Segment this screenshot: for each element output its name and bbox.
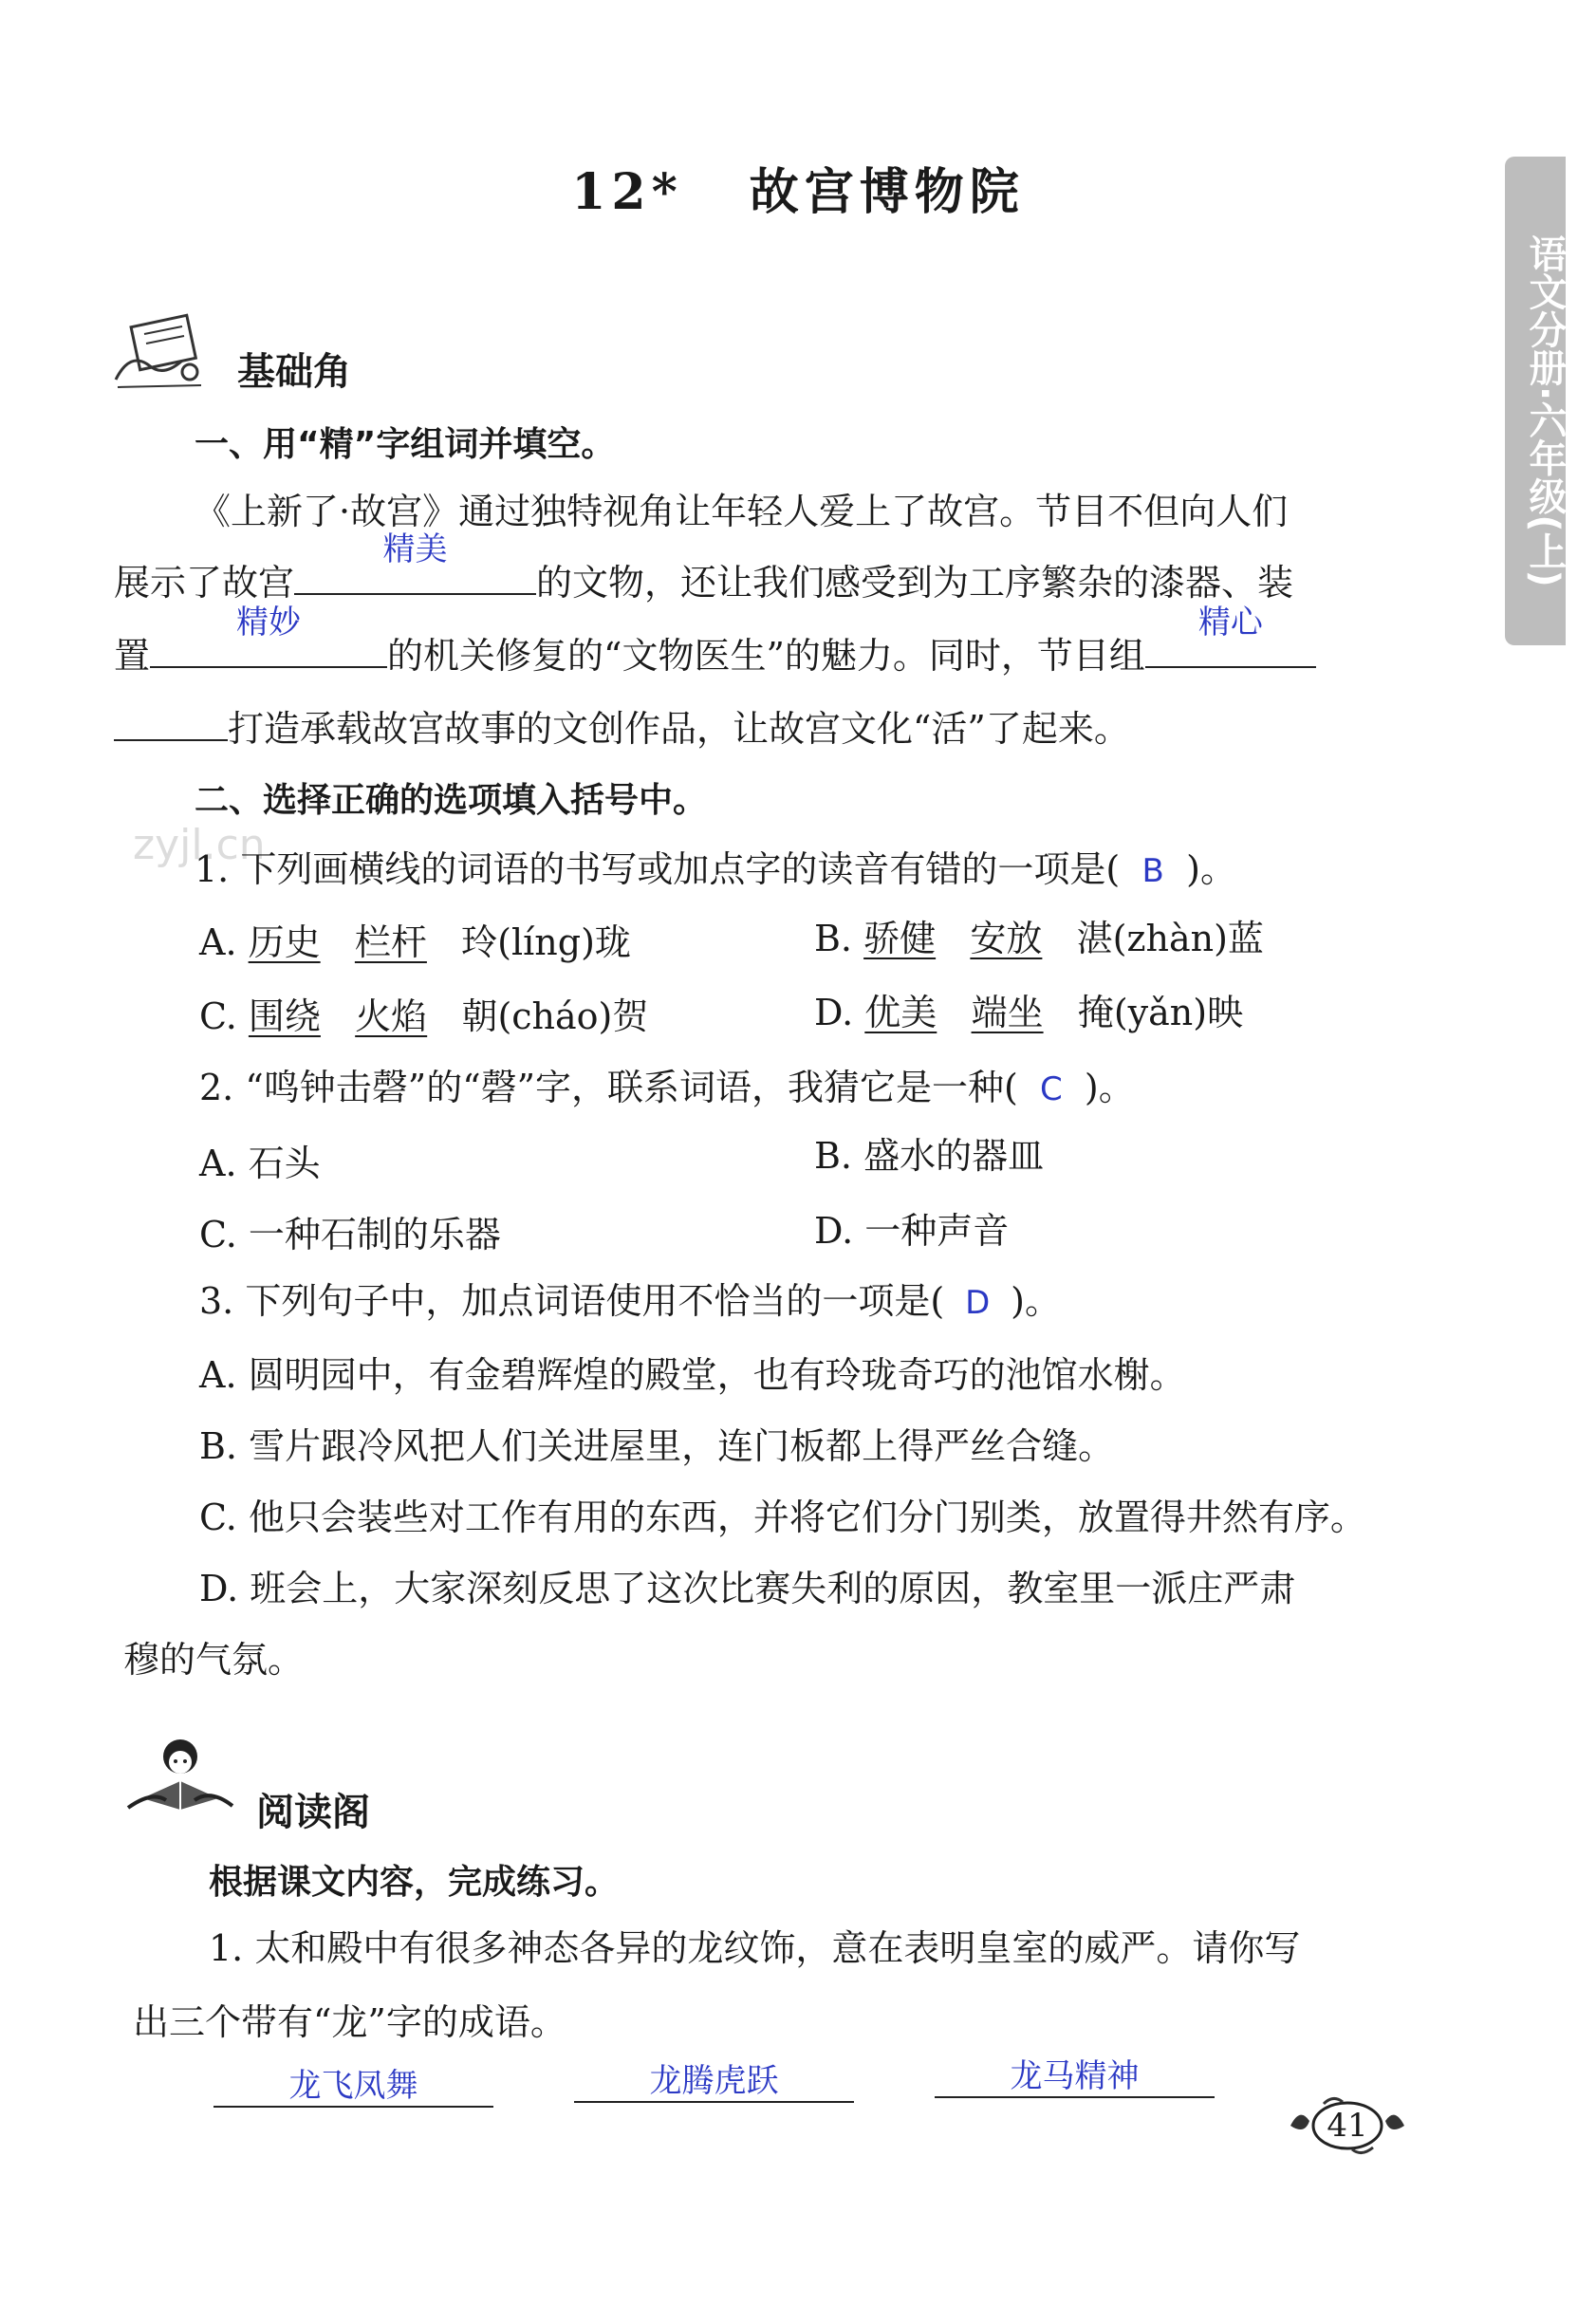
answer-blank-1 [294,530,536,595]
q2-item1-stem: 1. 下列画横线的词语的书写或加点字的读音有错的一项是( B )。 [195,848,1236,890]
idiom-answer-2: 龙腾虎跃 [574,2054,854,2103]
q2-item1-option-d: D. 优美 端坐 掩(yǎn)映 [814,992,1244,1033]
q2-item1-option-c: C. 围绕 火焰 朝(cháo)贺 [199,995,649,1037]
answer-blank-3-cont [114,701,228,741]
q2-item2-option-a: A. 石头 [199,1143,321,1184]
q2-item3-option-b: B. 雪片跟冷风把人们关进屋里，连门板都上得严丝合缝。 [199,1425,1115,1467]
reading-child-icon [123,1732,237,1822]
section-icon-basics [106,313,211,398]
q2-item1-option-b: B. 骄健 安放 湛(zhàn)蓝 [814,918,1264,959]
basics-icon [106,313,211,394]
question2-title: 二、选择正确的选项填入括号中。 [195,781,708,820]
q1-text-line1: 《上新了·故宫》通过独特视角让年轻人爱上了故宫。节目不但向人们 [195,491,1289,532]
lesson-number: 12* [571,163,683,221]
q2-item2-option-b: B. 盛水的器皿 [814,1135,1045,1177]
q2-item2-stem: 2. “鸣钟击磬”的“磬”字，联系词语，我猜它是一种( C )。 [199,1067,1135,1108]
answer-blank-3 [1145,604,1316,668]
reading-intro: 根据课文内容，完成练习。 [209,1863,620,1902]
watermark: zyjl.cn [133,821,266,869]
section-title-basics: 基础角 [237,350,351,394]
q2-item2-answer: C [1040,1070,1063,1108]
section-icon-reading [123,1732,237,1826]
q1-text-line2: 展示了故宫 精美 的文物，还让我们感受到为工序繁杂的漆器、装 [114,553,1293,605]
q2-item2-option-c: C. 一种石制的乐器 [199,1214,501,1255]
q2-item3-option-d-line1: D. 班会上，大家深刻反思了这次比赛失利的原因，教室里一派庄严肃 [199,1568,1296,1609]
q2-item3-stem: 3. 下列句子中，加点词语使用不恰当的一项是( D )。 [199,1280,1061,1322]
page-number: 41 [1327,2107,1368,2145]
side-tab: 语文分册·六年级(上) [1505,157,1566,645]
answer-2: 精妙 [236,604,302,641]
q2-item1-option-a: A. 历史 栏杆 玲(líng)珑 [199,921,631,963]
lesson-name: 故宫博物院 [749,163,1025,221]
reading-q1-line1: 1. 太和殿中有很多神态各异的龙纹饰，意在表明皇室的威严。请你写 [209,1927,1301,1969]
q2-item3-option-a: A. 圆明园中，有金碧辉煌的殿堂，也有玲珑奇巧的池馆水榭。 [199,1354,1186,1396]
q2-item3-answer: D [965,1284,991,1322]
reading-q1-line2: 出三个带有“龙”字的成语。 [133,2001,566,2043]
answer-blank-2 [150,604,387,668]
answer-3: 精心 [1197,604,1263,641]
q2-item3-option-c: C. 他只会装些对工作有用的东西，并将它们分门别类，放置得井然有序。 [199,1497,1366,1538]
q1-text-line3: 置 精妙 的机关修复的“文物医生”的魅力。同时，节目组 精心 [114,626,1316,679]
q2-item1-answer: B [1141,852,1164,890]
answer-1: 精美 [382,530,448,568]
lesson-title [0,152,1596,223]
section-title-reading: 阅读阁 [256,1791,370,1834]
q2-item3-option-d-line2: 穆的气氛。 [123,1639,305,1681]
q2-item2-option-d: D. 一种声音 [814,1210,1010,1252]
idiom-answer-1: 龙飞凤舞 [213,2059,493,2108]
question1-title: 一、用“精”字组词并填空。 [195,425,616,464]
q1-text-line4: 打造承载故宫故事的文创作品，让故宫文化“活”了起来。 [114,699,1130,752]
idiom-answer-3: 龙马精神 [935,2050,1215,2098]
